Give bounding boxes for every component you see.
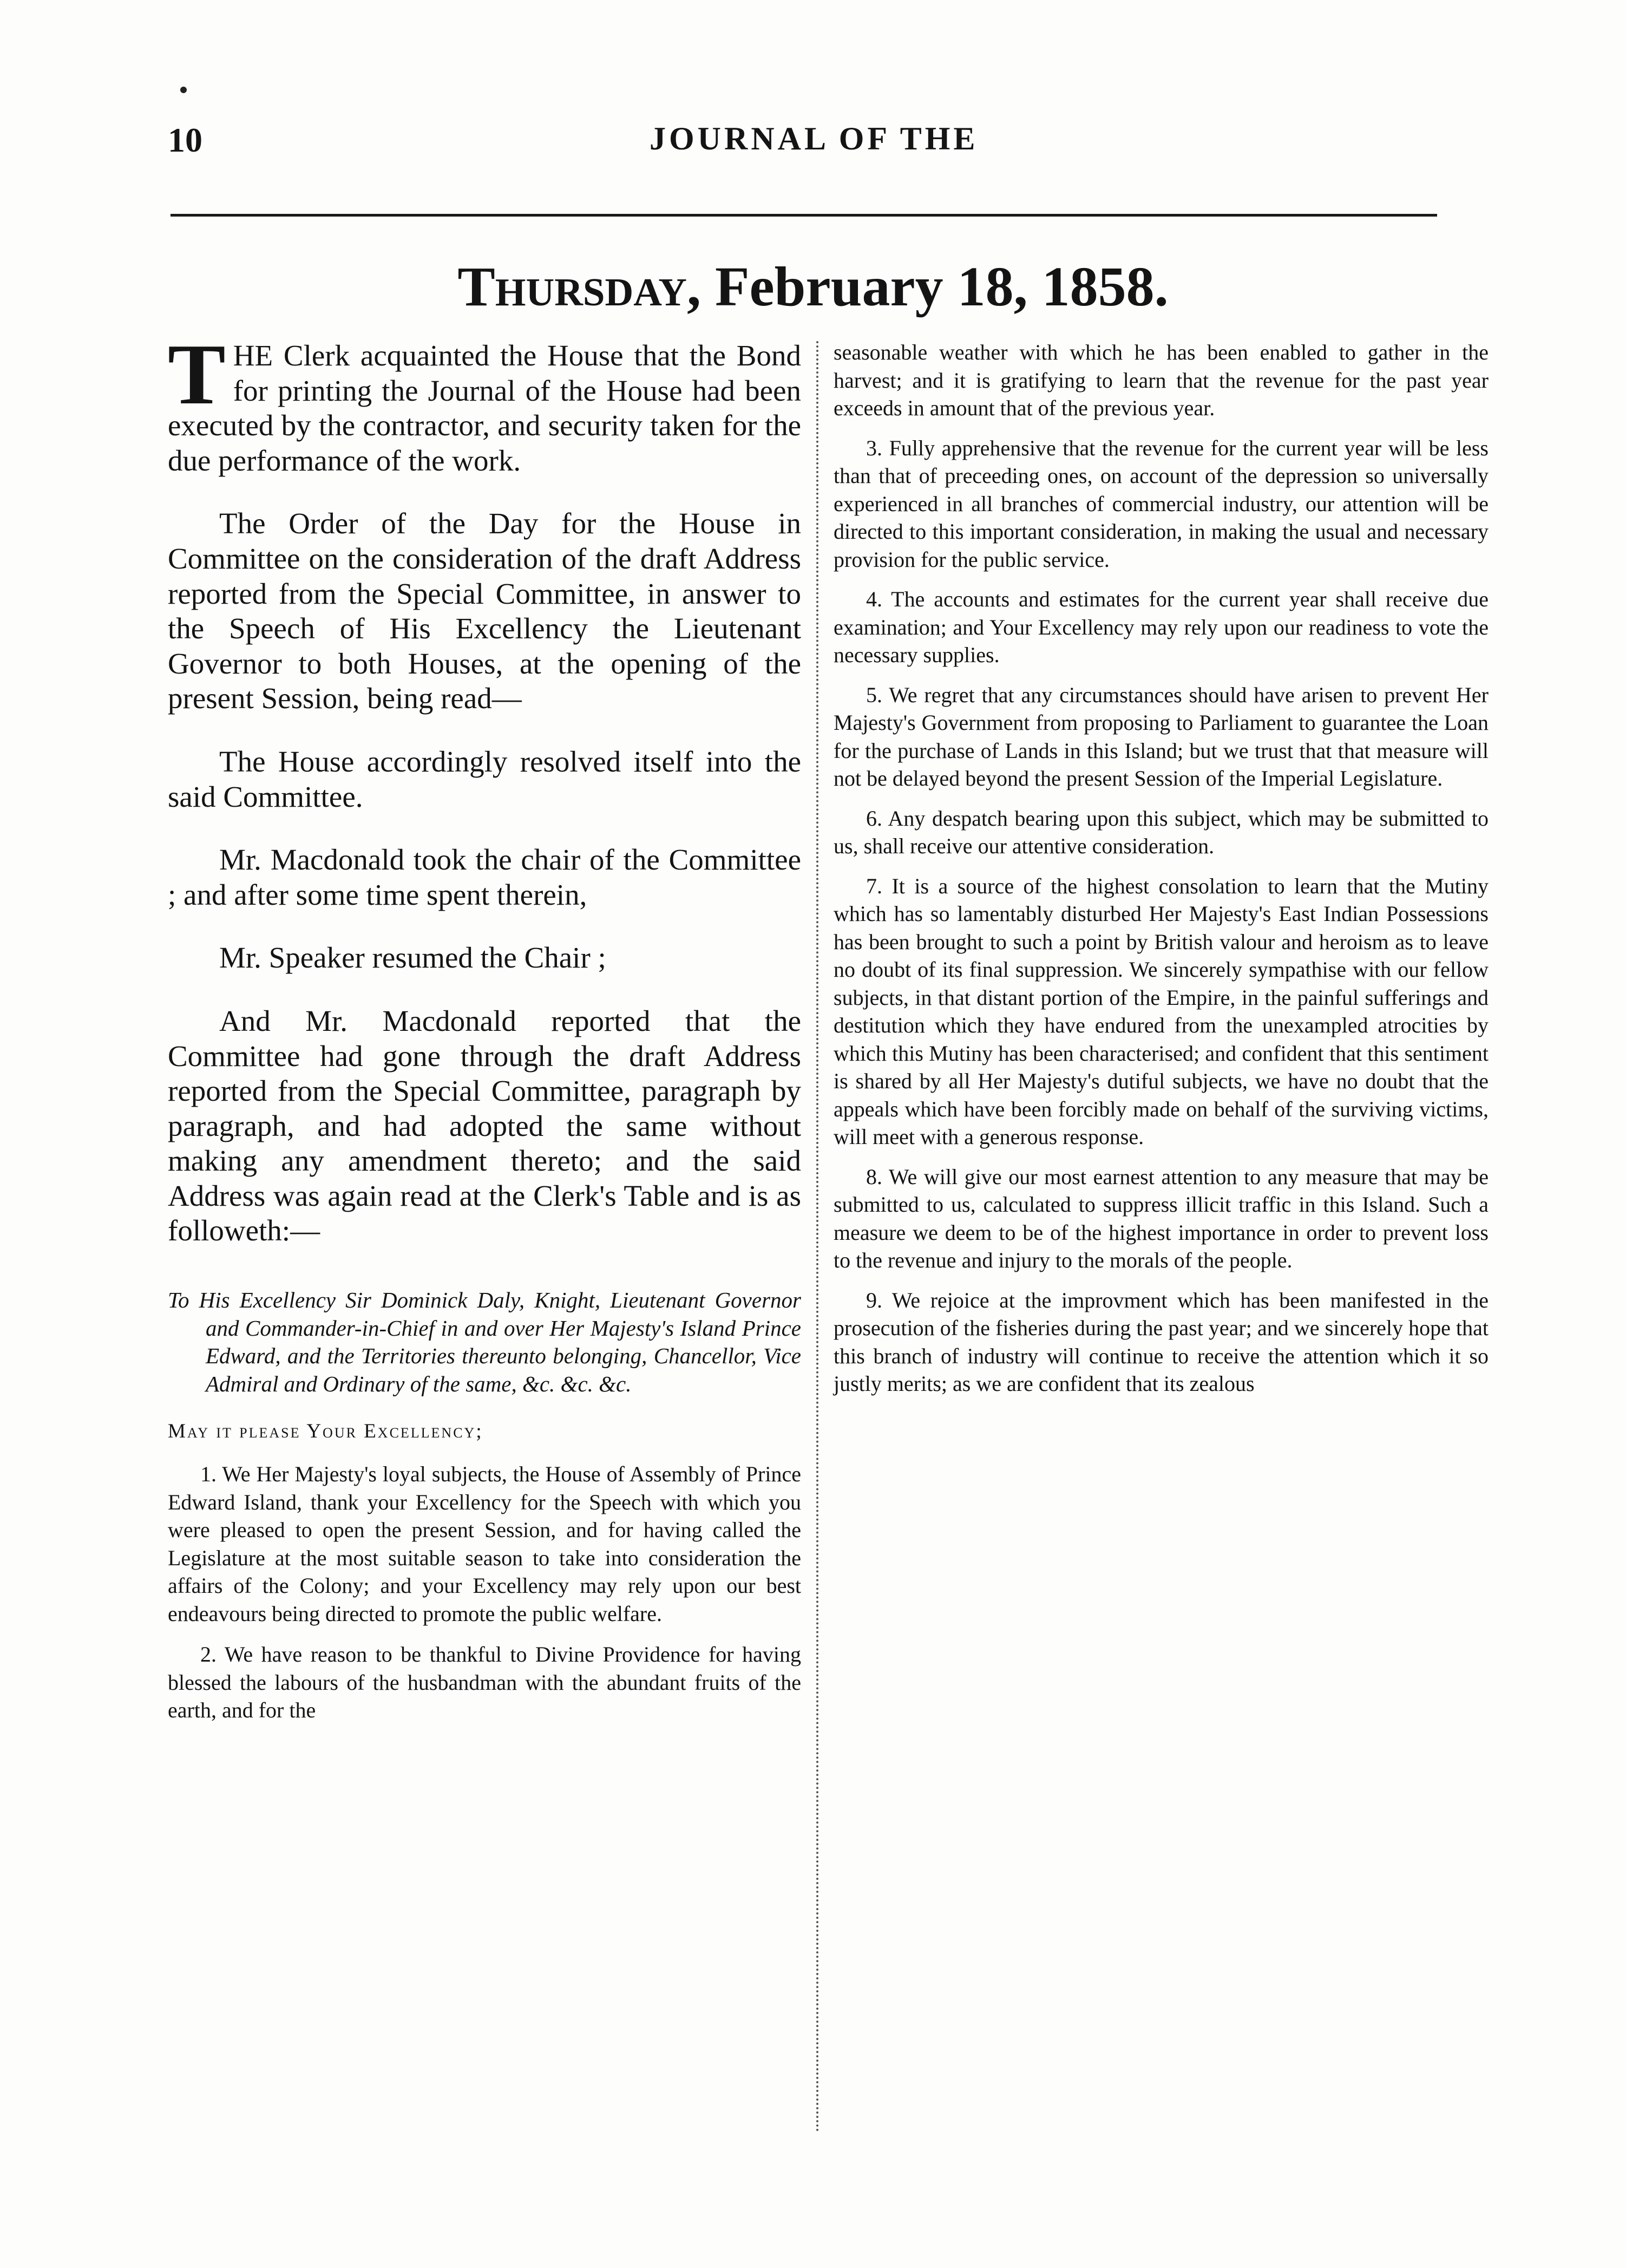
address-paragraph-9: 9. We rejoice at the improvment which has been manifested in the prosecution of the fisheries during the past year; and we sincerely hope that this branch of industry will continue to receive the attention which it so justly merits; as we are confident that its zealous (834, 1287, 1489, 1396)
paragraph-reported: And Mr. Macdonald reported that the Committee had gone through the draft Address reported from the Special Committee, paragraph by paragraph, and had adopted the same without making any amendment thereto; and the said Address was again read at the Clerk's Table and is as followeth:— (168, 1004, 801, 1247)
paragraph-resolved: The House accordingly resolved itself into the said Committee. (168, 744, 801, 813)
address-paragraph-1: 1. We Her Majesty's loyal subjects, the House of Assembly of Prince Edward Island, thank your Excellency for the Speech with which you were pleased to open the present Session, and for having called the Legislature at the most suitable season to take into consideration the affairs of the Colony; and your Excellency may rely upon our best endeavours being directed to promote the public welfare. (168, 1462, 801, 1626)
address-paragraph-4: 4. The accounts and estimates for the current year shall receive due examination; and Your Excellency may rely upon our readiness to vote the necessary supplies. (834, 587, 1489, 667)
page-number: 10 (168, 121, 202, 159)
date-heading-day: Thursday, (457, 256, 701, 318)
paragraph-speaker: Mr. Speaker resumed the Chair ; (219, 941, 606, 975)
date-heading (0, 254, 1626, 319)
paragraph-clerk-bond (168, 326, 801, 478)
paragraph-text: HE Clerk acquainted the House that the Bond for printing the Journal of the House had been executed by the contractor, and security taken for the due performance of the work. (168, 339, 801, 477)
address-paragraph-5: 5. We regret that any circumstances should have arisen to prevent Her Majesty's Government from proposing to Parliament to guarantee the Loan for the purchase of Lands in this Island; but we trust that that measure will not be delayed beyond the present Session of the Imperial Legislature. (834, 682, 1489, 790)
date-heading-date: February 18, 1858. (714, 256, 1169, 318)
address-paragraph-3: 3. Fully apprehensive that the revenue for the current year will be less than that of preceeding ones, on account of the depression so universally experienced in all branches of commercial industry, our attention will be directed to this important consideration, in making the usual and necessary provision for the public service. (834, 435, 1489, 572)
left-column (168, 326, 801, 1724)
address-paragraph-8: 8. We will give our most earnest attention to any measure that may be submitted to us, calculated to suppress illicit traffic in this Island. Such a measure we deem to be of the highest importance in order to prevent loss to the revenue and injury to the morals of the people. (834, 1164, 1489, 1272)
header-rule (171, 214, 1437, 217)
paragraph-order-of-day: The Order of the Day for the House in Committee on the consideration of the draft Address reported from the Special Committee, in answer to the Speech of His Excellency the Lieutenant Governor to both Houses, at the opening of the present Session, being read— (168, 507, 801, 715)
right-column (834, 338, 1489, 1398)
address-paragraph-2: 2. We have reason to be thankful to Divine Providence for having blessed the labours of the husbandman with the abundant fruits of the earth, and for the (168, 1642, 801, 1723)
address-paragraph-2-continued: seasonable weather with which he has been enabled to gather in the harvest; and it is gratifying to learn that the revenue for the past year exceeds in amount that of the previous year. (834, 340, 1489, 420)
drop-cap: T (168, 326, 226, 422)
column-divider (816, 341, 818, 2133)
address-recipient: To His Excellency Sir Dominick Daly, Knight, Lieutenant Governor and Commander-in-Chief in and over Her Majesty's Island Prince Edward, and the Territories thereunto belonging, Chancellor, Vice Admiral and Ordinary of the same, &c. &c. &c. (168, 1287, 801, 1396)
address-paragraph-6: 6. Any despatch bearing upon this subject, which may be submitted to us, shall receive our attentive consideration. (834, 806, 1489, 858)
address-paragraph-7: 7. It is a source of the highest consolation to learn that the Mutiny which has so lamentably disturbed Her Majesty's East Indian Possessions has been brought to such a point by British valour and heroism as to leave no doubt of its final suppression. We sincerely sympathise with our fellow subjects, in that distant portion of the Empire, in the painful sufferings and destitution which they have endured from the unexampled atrocities by which this Mutiny has been characterised; and confident that this sentiment is shared by all Her Majesty's dutiful subjects, we have no doubt that the appeals which have been forcibly made on behalf of the surviving victims, will meet with a generous response. (834, 873, 1489, 1149)
ink-dot (180, 87, 187, 93)
paragraph-chair: Mr. Macdonald took the chair of the Committee ; and after some time spent therein, (168, 843, 801, 911)
running-title: JOURNAL OF THE (650, 121, 979, 156)
salutation: May it please Your Excellency; (168, 1420, 483, 1443)
